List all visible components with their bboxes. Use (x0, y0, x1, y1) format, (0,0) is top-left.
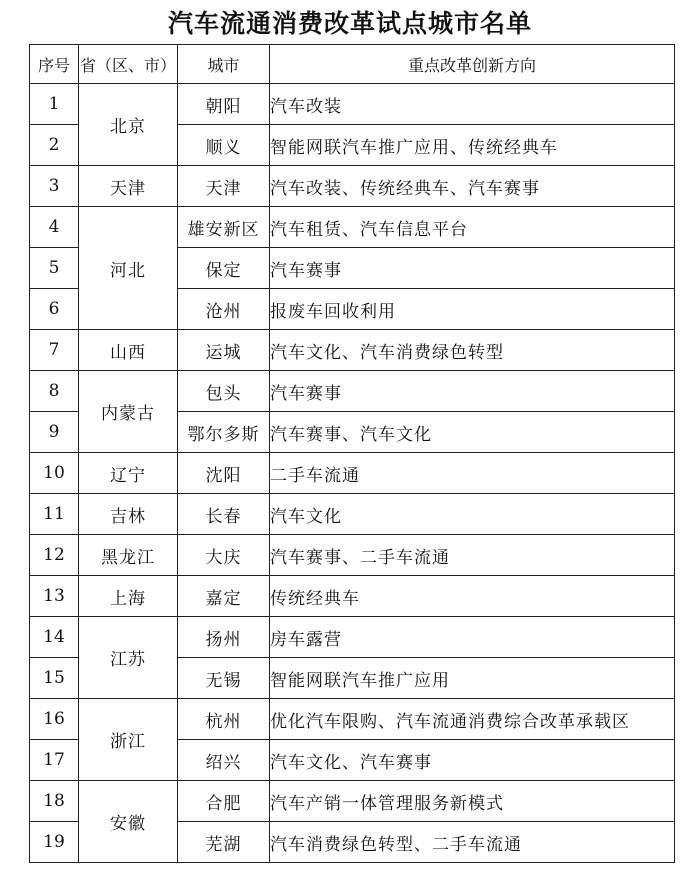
row-city: 大庆 (178, 535, 270, 576)
row-number: 7 (30, 330, 79, 371)
row-province: 黑龙江 (79, 535, 178, 576)
table-row (30, 699, 675, 740)
row-city: 沧州 (178, 289, 270, 330)
row-number: 6 (30, 289, 79, 330)
row-province: 浙江 (79, 699, 178, 781)
row-city: 嘉定 (178, 576, 270, 617)
row-city: 天津 (178, 166, 270, 207)
header-province: 省（区、市） (79, 45, 178, 84)
row-province: 江苏 (79, 617, 178, 699)
row-city: 扬州 (178, 617, 270, 658)
row-number: 19 (30, 822, 79, 863)
row-direction: 汽车消费绿色转型、二手车流通 (270, 822, 675, 863)
row-number: 14 (30, 617, 79, 658)
header-direction: 重点改革创新方向 (270, 45, 675, 84)
row-direction: 房车露营 (270, 617, 675, 658)
row-number: 1 (30, 84, 79, 125)
row-direction: 汽车文化、汽车消费绿色转型 (270, 330, 675, 371)
pilot-city-table (29, 44, 675, 863)
row-direction: 汽车改装 (270, 84, 675, 125)
row-city: 杭州 (178, 699, 270, 740)
row-direction: 传统经典车 (270, 576, 675, 617)
table-row (30, 617, 675, 658)
row-number: 5 (30, 248, 79, 289)
row-direction: 智能网联汽车推广应用 (270, 658, 675, 699)
row-number: 2 (30, 125, 79, 166)
table-row (30, 781, 675, 822)
row-number: 17 (30, 740, 79, 781)
table-row (30, 84, 675, 125)
page-title: 汽车流通消费改革试点城市名单 (167, 9, 532, 38)
row-city: 运城 (178, 330, 270, 371)
row-province: 河北 (79, 207, 178, 330)
row-direction: 汽车赛事、汽车文化 (270, 412, 675, 453)
row-city: 朝阳 (178, 84, 270, 125)
row-direction: 汽车租赁、汽车信息平台 (270, 207, 675, 248)
row-province: 内蒙古 (79, 371, 178, 453)
row-city: 无锡 (178, 658, 270, 699)
row-province: 上海 (79, 576, 178, 617)
row-city: 芜湖 (178, 822, 270, 863)
header-row (30, 45, 675, 84)
row-province: 山西 (79, 330, 178, 371)
row-direction: 汽车产销一体管理服务新模式 (270, 781, 675, 822)
row-city: 顺义 (178, 125, 270, 166)
row-number: 15 (30, 658, 79, 699)
row-direction: 二手车流通 (270, 453, 675, 494)
row-city: 合肥 (178, 781, 270, 822)
row-number: 13 (30, 576, 79, 617)
row-city: 长春 (178, 494, 270, 535)
row-direction: 汽车赛事 (270, 371, 675, 412)
row-direction: 报废车回收利用 (270, 289, 675, 330)
row-province: 辽宁 (79, 453, 178, 494)
row-city: 鄂尔多斯 (178, 412, 270, 453)
row-direction: 汽车赛事、二手车流通 (270, 535, 675, 576)
table-row (30, 166, 675, 207)
table-row (30, 576, 675, 617)
table-row (30, 494, 675, 535)
row-number: 11 (30, 494, 79, 535)
row-province: 吉林 (79, 494, 178, 535)
row-province: 天津 (79, 166, 178, 207)
row-number: 9 (30, 412, 79, 453)
table-body (30, 84, 675, 863)
row-number: 16 (30, 699, 79, 740)
row-city: 包头 (178, 371, 270, 412)
row-number: 12 (30, 535, 79, 576)
row-direction: 汽车文化、汽车赛事 (270, 740, 675, 781)
row-direction: 智能网联汽车推广应用、传统经典车 (270, 125, 675, 166)
row-number: 3 (30, 166, 79, 207)
table-row (30, 535, 675, 576)
row-number: 4 (30, 207, 79, 248)
row-city: 沈阳 (178, 453, 270, 494)
row-direction: 汽车赛事 (270, 248, 675, 289)
header-city: 城市 (178, 45, 270, 84)
row-city: 绍兴 (178, 740, 270, 781)
table-header (30, 45, 675, 84)
table-row (30, 453, 675, 494)
row-direction: 汽车文化 (270, 494, 675, 535)
table-row (30, 207, 675, 248)
row-direction: 优化汽车限购、汽车流通消费综合改革承载区 (270, 699, 675, 740)
row-city: 雄安新区 (178, 207, 270, 248)
table-row (30, 371, 675, 412)
row-province: 安徽 (79, 781, 178, 863)
row-number: 18 (30, 781, 79, 822)
header-number: 序号 (30, 45, 79, 84)
row-city: 保定 (178, 248, 270, 289)
row-province: 北京 (79, 84, 178, 166)
row-number: 8 (30, 371, 79, 412)
row-number: 10 (30, 453, 79, 494)
table-row (30, 330, 675, 371)
row-direction: 汽车改装、传统经典车、汽车赛事 (270, 166, 675, 207)
